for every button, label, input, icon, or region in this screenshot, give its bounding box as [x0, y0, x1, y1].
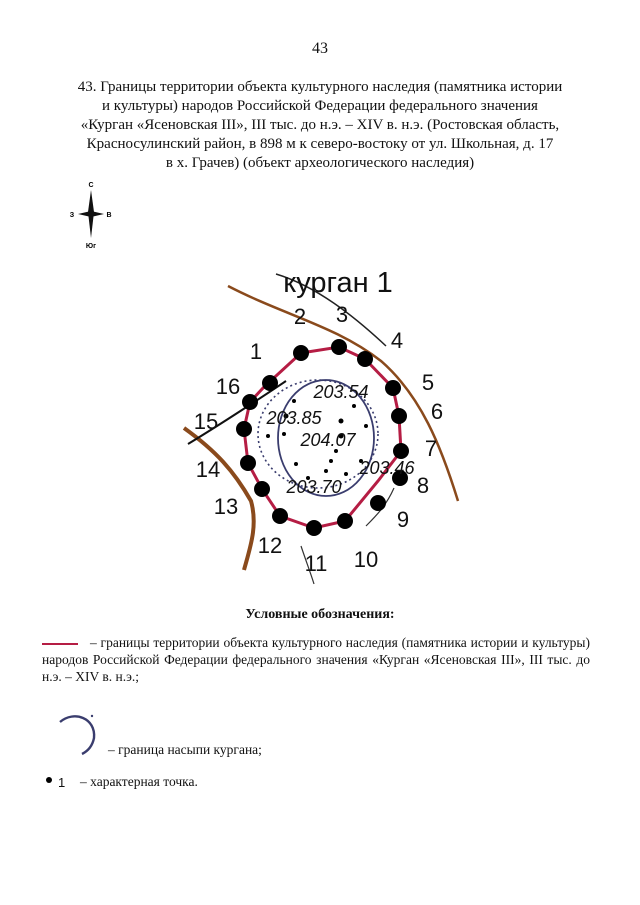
legend-mound-text: – граница насыпи кургана;: [108, 742, 262, 757]
legend-boundary-text: – границы территории объекта культурного наследия (памятника истории и культуры) народов Российской Федерации федерального значения «Курган «Ясеновская III», III тыс. до н.э. – XIV в. н.э.;: [42, 635, 590, 684]
characteristic-point-6: [391, 408, 407, 424]
characteristic-point-icon: [44, 774, 74, 790]
point-label: 7: [424, 436, 438, 461]
compass-west-label: З: [69, 212, 75, 219]
elevation-label: 203.54: [313, 382, 369, 402]
legend-point-sample: 1: [58, 775, 66, 790]
point-label: 3: [335, 302, 349, 327]
point-label: 11: [304, 551, 328, 576]
title-line: и культуры) народов Российской Федерации федерального значения: [102, 98, 538, 114]
mound-boundary-icon: [52, 708, 102, 756]
point-label: 6: [430, 399, 444, 424]
compass-east-label: В: [106, 212, 112, 219]
characteristic-point-10: [337, 513, 353, 529]
title-line: Красносулинский район, в 898 м к северо-востоку от ул. Школьная, д. 17: [86, 136, 554, 152]
point-label: 15: [193, 409, 219, 434]
compass-cross-icon: [78, 211, 104, 217]
site-plan-map: [176, 256, 476, 586]
point-label: 4: [390, 328, 404, 353]
legend-heading: Условные обозначения:: [245, 607, 395, 622]
document-title: [40, 78, 600, 173]
legend-boundary-item: [42, 634, 590, 685]
point-label: 16: [215, 374, 241, 399]
characteristic-point-11: [306, 520, 322, 536]
legend-point-text: – характерная точка.: [80, 774, 198, 789]
characteristic-point-5: [385, 380, 401, 396]
point-label: 8: [416, 473, 430, 498]
characteristic-point-3: [331, 339, 347, 355]
boundary-line-icon: [42, 643, 78, 645]
characteristic-point-7: [393, 443, 409, 459]
characteristic-point-15: [236, 421, 252, 437]
elevation-label: 203.46: [359, 458, 415, 478]
characteristic-point-2: [293, 345, 309, 361]
characteristic-point-4: [357, 351, 373, 367]
point-label: 10: [353, 547, 379, 572]
title-line: в х. Грачев) (объект археологического наследия): [165, 155, 475, 171]
point-label: 12: [257, 533, 283, 558]
point-label: 1: [249, 339, 263, 364]
point-label: 2: [293, 304, 307, 329]
point-label: 5: [421, 370, 435, 395]
characteristic-point-16: [242, 394, 258, 410]
compass-south-label: Юг: [85, 243, 97, 250]
elevation-label: 203.85: [266, 408, 322, 428]
characteristic-point-12: [272, 508, 288, 524]
title-line: «Курган «Ясеновская III», III тыс. до н.э. – XIV в. н.э. (Ростовская область,: [80, 117, 560, 133]
title-line: 43. Границы территории объекта культурного наследия (памятника истории: [77, 79, 563, 95]
elevation-label: 203.70: [286, 477, 342, 497]
elevation-label: 204.07: [300, 430, 356, 450]
characteristic-point-9: [370, 495, 386, 511]
page-number: 43: [312, 40, 328, 57]
compass-rose: [66, 178, 116, 250]
compass-north-label: С: [88, 182, 94, 189]
point-label: 13: [213, 494, 239, 519]
point-label: 9: [396, 507, 410, 532]
point-label: 14: [195, 457, 221, 482]
characteristic-point-14: [240, 455, 256, 471]
mound-heading: курган 1: [283, 267, 393, 299]
characteristic-point-13: [254, 481, 270, 497]
characteristic-point-1: [262, 375, 278, 391]
